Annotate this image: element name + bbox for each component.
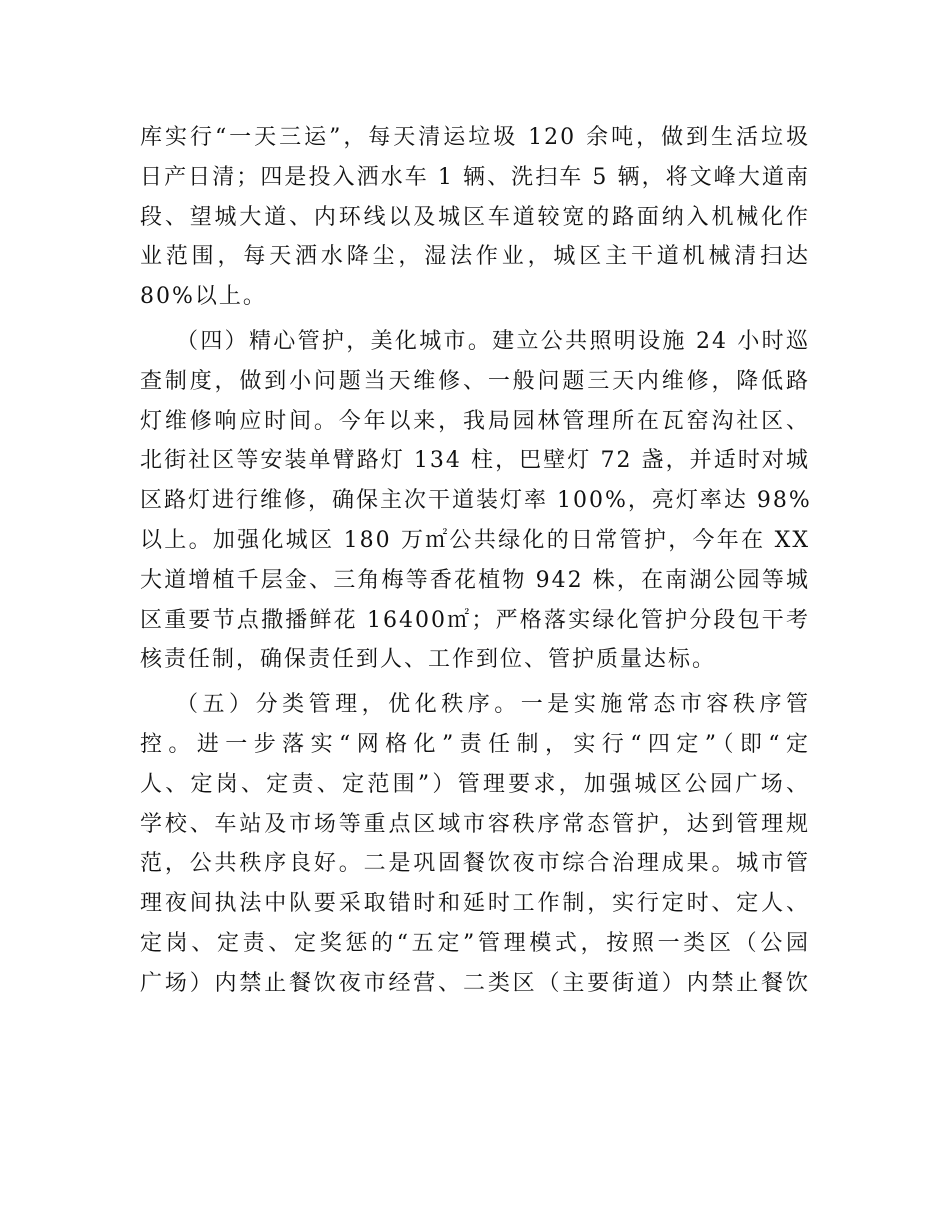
text-line: 区路灯进行维修，确保主次干道装灯率 100%，亮灯率达 98% (140, 488, 812, 514)
text-line: 定岗、定责、定奖惩的“五定”管理模式，按照一类区（公园 (140, 930, 810, 956)
text-line: 大道增植千层金、三角梅等香花植物 942 株，在南湖公园等城 (140, 567, 810, 593)
text-line: 查制度，做到小问题当天维修、一般问题三天内维修，降低路 (140, 368, 810, 394)
text-line: 核责任制，确保责任到人、工作到位、管护质量达标。 (140, 647, 717, 673)
text-line: 理夜间执法中队要采取错时和延时工作制，实行定时、定人、 (140, 891, 810, 917)
text-line: 北街社区等安装单臂路灯 134 柱，巴壁灯 72 盏，并适时对城 (140, 448, 810, 474)
text-line: 区重要节点撒播鲜花 16400㎡；严格落实绿化管护分段包干考 (140, 607, 810, 633)
text-line: 以上。加强化城区 180 万㎡公共绿化的日常管护，今年在 XX (140, 527, 810, 553)
text-line: 灯维修响应时间。今年以来，我局园林管理所在瓦窑沟社区、 (140, 408, 810, 434)
paragraph-sanitation (140, 118, 810, 317)
text-line: 日产日清；四是投入洒水车 1 辆、洗扫车 5 辆，将文峰大道南 (140, 164, 810, 190)
paragraph-heading-line: （五）分类管理，优化秩序。一是实施常态市容秩序管 (176, 692, 810, 718)
text-line: 段、望城大道、内环线以及城区车道较宽的路面纳入机械化作 (140, 204, 810, 230)
paragraph-heading-line: （四）精心管护，美化城市。建立公共照明设施 24 小时巡 (176, 328, 810, 354)
text-line: 学校、车站及市场等重点区域市容秩序常态管护，达到管理规 (140, 811, 810, 837)
text-line: 范，公共秩序良好。二是巩固餐饮夜市综合治理成果。城市管 (140, 851, 810, 877)
text-line: 库实行“一天三运”，每天清运垃圾 120 余吨，做到生活垃圾 (140, 125, 810, 150)
paragraph-classified-management (140, 685, 810, 1003)
text-line: 广场）内禁止餐饮夜市经营、二类区（主要街道）内禁止餐饮 (140, 970, 810, 996)
text-line: 控。进一步落实“网格化”责任制，实行“四定”（即“定 (140, 731, 810, 757)
text-line: 80%以上。 (140, 284, 267, 310)
text-line: 业范围，每天洒水降尘，湿法作业，城区主干道机械清扫达 (140, 244, 810, 270)
text-line: 人、定岗、定责、定范围”）管理要求，加强城区公园广场、 (140, 771, 810, 797)
document-body (140, 118, 810, 1004)
paragraph-beautify-city (140, 322, 810, 680)
